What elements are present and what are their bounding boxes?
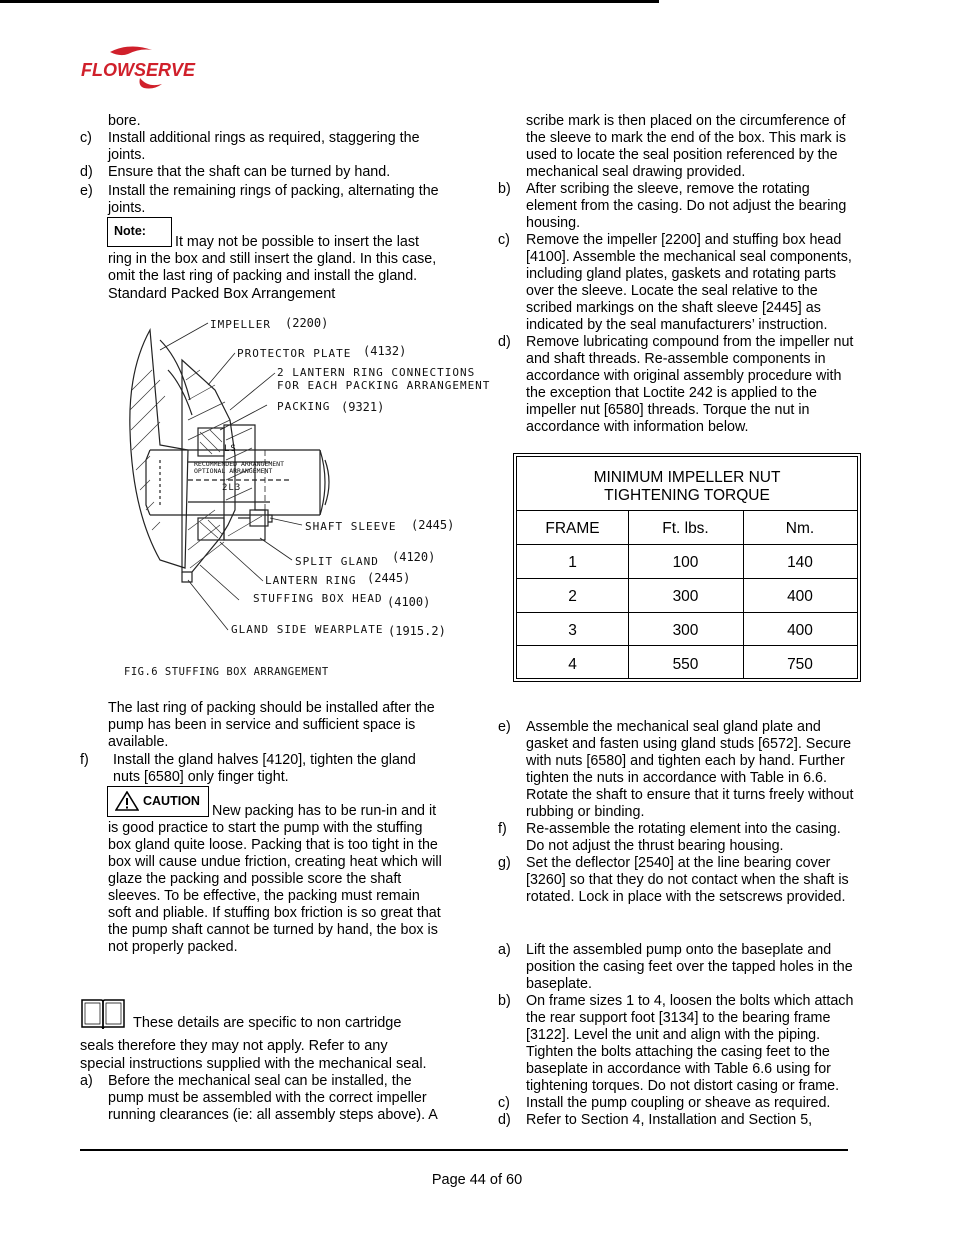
list-marker: e) xyxy=(80,183,93,199)
text-line: the sleeve to mark the end of the box. This mark is xyxy=(526,130,846,146)
text-line: position the casing feet over the tapped holes in the xyxy=(526,959,853,975)
ref-stuffing-box-head: (4100) xyxy=(387,595,431,609)
text-line: omit the last ring of packing and install the gland. xyxy=(108,268,418,284)
note-label: Note: xyxy=(114,224,146,238)
table-cell: 400 xyxy=(787,622,813,639)
text-line: It may not be possible to insert the last xyxy=(175,234,419,250)
text-line: Install the remaining rings of packing, alternating the xyxy=(108,183,439,199)
logo-mark-icon xyxy=(80,44,200,90)
text-line: the exception that Loctite 242 is applied to the xyxy=(526,385,817,401)
text-line: seals therefore they may not apply. Refer to any xyxy=(80,1038,388,1054)
list-marker: d) xyxy=(498,1112,511,1128)
book-icon xyxy=(80,997,126,1035)
ref-packing: (9321) xyxy=(341,400,385,414)
list-marker: g) xyxy=(498,855,511,871)
text-line: Tighten the bolts attaching the casing feet to the xyxy=(526,1044,830,1060)
label-gland-side-wearplate: GLAND SIDE WEARPLATE xyxy=(231,623,384,636)
text-line: Install additional rings as required, staggering the xyxy=(108,130,420,146)
text-line: tighten the nuts in accordance with Table in 6.6. xyxy=(526,770,827,786)
text-line: including gland plates, gaskets and rotating parts xyxy=(526,266,836,282)
text-line: bore. xyxy=(108,113,141,129)
text-line: [3122]. Level the unit and align with the piping. xyxy=(526,1027,821,1043)
header-rule xyxy=(0,0,659,3)
text-line: box gland quite loose. Packing that is too tight in the xyxy=(108,837,438,853)
text-line: Assemble the mechanical seal gland plate and xyxy=(526,719,821,735)
ref-lantern-ring: (2445) xyxy=(367,571,411,585)
text-line: Lift the assembled pump onto the baseplate and xyxy=(526,942,832,958)
label-2l3: 2L3 xyxy=(222,483,242,493)
list-marker: a) xyxy=(498,942,511,958)
figure-caption: FIG.6 STUFFING BOX ARRANGEMENT xyxy=(124,666,329,678)
text-line: mechanical seal drawing provided. xyxy=(526,164,746,180)
table-title-1: MINIMUM IMPELLER NUT xyxy=(593,469,781,486)
label-protector-plate: PROTECTOR PLATE xyxy=(237,347,352,360)
text-line: the pump shaft cannot be turned by hand, the box is xyxy=(108,922,438,938)
table-cell: 550 xyxy=(672,656,699,673)
table-title-2: TIGHTENING TORQUE xyxy=(604,487,770,504)
text-line: the rear support foot [3134] to the bearing frame xyxy=(526,1010,831,1026)
ref-impeller: (2200) xyxy=(285,316,329,330)
text-line: is good practice to start the pump with the stuffing xyxy=(108,820,423,836)
text-line: scribe mark is then placed on the circumference of xyxy=(526,113,846,129)
text-line: Before the mechanical seal can be installed, the xyxy=(108,1073,412,1089)
text-line: [3260] so that they do not contact when the shaft is xyxy=(526,872,849,888)
list-marker: c) xyxy=(498,1095,510,1111)
caution-badge xyxy=(107,786,209,817)
text-line: Install the gland halves [4120], tighten the gland xyxy=(113,752,416,768)
table-cell: 3 xyxy=(568,622,577,639)
text-line: element from the casing. Do not adjust the bearing xyxy=(526,198,847,214)
footer-rule xyxy=(80,1149,848,1151)
text-line: soft and pliable. If stuffing box friction is so great that xyxy=(108,905,441,921)
text-line: ring in the box and still insert the gland. In this case, xyxy=(108,251,437,267)
text-line: pump must be assembled with the correct impeller xyxy=(108,1090,427,1106)
text-line: joints. xyxy=(108,200,146,216)
label-impeller: IMPELLER xyxy=(210,318,271,331)
ref-protector-plate: (4132) xyxy=(363,344,407,358)
list-marker: c) xyxy=(498,232,510,248)
ref-split-gland: (4120) xyxy=(392,550,436,564)
ref-shaft-sleeve: (2445) xyxy=(411,518,455,532)
text-line: After scribing the sleeve, remove the rotating xyxy=(526,181,810,197)
text-line: Remove the impeller [2200] and stuffing box head xyxy=(526,232,842,248)
text-line: rotated. Lock in place with the setscrews provided. xyxy=(526,889,846,905)
table-cell: 400 xyxy=(787,588,813,605)
text-line: Set the deflector [2540] at the line bearing cover xyxy=(526,855,831,871)
table-cell: 1 xyxy=(568,554,577,571)
label-recommended: RECOMMENDED ARRANGEMENT xyxy=(194,460,285,468)
text-line: sleeves. To be effective, the packing must remain xyxy=(108,888,420,904)
text-line: Rotate the shaft to ensure that it turns freely without xyxy=(526,787,854,803)
text-line: tightening torques. Do not distort casing or frame. xyxy=(526,1078,840,1094)
text-line: used to locate the seal position referenced by the xyxy=(526,147,838,163)
list-marker: b) xyxy=(498,993,511,1009)
label-split-gland: SPLIT GLAND xyxy=(295,555,379,568)
text-line: available. xyxy=(108,734,169,750)
ref-gland-side-wearplate: (1915.2) xyxy=(388,624,446,638)
text-line: not properly packed. xyxy=(108,939,238,955)
label-shaft-sleeve: SHAFT SLEEVE xyxy=(305,520,397,533)
brand-name: FLOWSERVE xyxy=(81,60,196,80)
text-line: gasket and fasten using gland studs [6572]. Secure xyxy=(526,736,852,752)
label-lantern-connections: 2 LANTERN RING CONNECTIONS xyxy=(277,366,476,379)
text-line: accordance with original assembly procedure with xyxy=(526,368,842,384)
text-line: special instructions supplied with the mechanical seal. xyxy=(80,1056,427,1072)
page-number: Page 44 of 60 xyxy=(431,1172,523,1188)
label-optional: OPTIONAL ARRANGEMENT xyxy=(194,467,273,475)
table-cell: 140 xyxy=(787,554,813,571)
text-line: accordance with information below. xyxy=(526,419,749,435)
text-line: with nuts [6580] and tighten each by hand. Further xyxy=(526,753,845,769)
text-line: The last ring of packing should be installed after the xyxy=(108,700,435,716)
figure-heading: Standard Packed Box Arrangement xyxy=(108,286,336,302)
label-stuffing-box-head: STUFFING BOX HEAD xyxy=(253,592,383,605)
table-cell: 4 xyxy=(568,656,577,673)
text-line: running clearances (ie: all assembly steps above). A xyxy=(108,1107,438,1123)
text-line: [4100]. Assemble the mechanical seal components, xyxy=(526,249,852,265)
table-header-nm: Nm. xyxy=(785,520,815,537)
label-lantern-arrangement: FOR EACH PACKING ARRANGEMENT xyxy=(277,379,491,392)
label-lantern-ring: LANTERN RING xyxy=(265,574,357,587)
table-cell: 2 xyxy=(568,588,577,605)
text-line: impeller nut [6580] threads. Torque the nut in xyxy=(526,402,810,418)
text-line: Install the pump coupling or sheave as required. xyxy=(526,1095,831,1111)
table-cell: 100 xyxy=(672,554,699,571)
text-line: Do not adjust the thrust bearing housing. xyxy=(526,838,784,854)
text-line: rubbing or binding. xyxy=(526,804,645,820)
list-marker: c) xyxy=(80,130,92,146)
table-cell: 750 xyxy=(787,656,813,673)
list-marker: a) xyxy=(80,1073,93,1089)
caution-label: CAUTION xyxy=(143,794,200,808)
list-marker: b) xyxy=(498,181,511,197)
text-line: glaze the packing and possible score the shaft xyxy=(108,871,402,887)
text-line: Remove lubricating compound from the impeller nut xyxy=(526,334,854,350)
table-cell: 300 xyxy=(672,622,699,639)
text-line: indicated by the seal manufacturers’ instruction. xyxy=(526,317,828,333)
list-marker: d) xyxy=(498,334,511,350)
text-line: joints. xyxy=(108,147,146,163)
stuffing-box-figure xyxy=(120,310,491,690)
text-line: box will cause undue friction, creating heat which will xyxy=(108,854,442,870)
text-line: baseplate in accordance with Table 6.6 using for xyxy=(526,1061,831,1077)
list-marker: d) xyxy=(80,164,93,180)
note-badge xyxy=(107,217,172,247)
text-line: housing. xyxy=(526,215,581,231)
text-line: scribed markings on the shaft sleeve [2445] as xyxy=(526,300,821,316)
warning-triangle-icon xyxy=(115,791,139,811)
text-line: baseplate. xyxy=(526,976,592,992)
text-line: These details are specific to non cartridge xyxy=(133,1015,402,1031)
list-marker: f) xyxy=(80,752,89,768)
text-line: pump has been in service and sufficient space is xyxy=(108,717,416,733)
table-header-frame: FRAME xyxy=(545,520,600,537)
text-line: New packing has to be run-in and it xyxy=(212,803,437,819)
list-marker: f) xyxy=(498,821,507,837)
text-line: Re-assemble the rotating element into the casing. xyxy=(526,821,841,837)
label-packing: PACKING xyxy=(277,400,331,413)
flowserve-logo xyxy=(80,44,200,90)
list-marker: e) xyxy=(498,719,511,735)
text-line: On frame sizes 1 to 4, loosen the bolts which attach xyxy=(526,993,854,1009)
label-ls: LS xyxy=(224,444,237,454)
text-line: Refer to Section 4, Installation and Section 5, xyxy=(526,1112,813,1128)
text-line: nuts [6580] only finger tight. xyxy=(113,769,289,785)
text-line: Ensure that the shaft can be turned by hand. xyxy=(108,164,391,180)
text-line: and shaft threads. Re-assemble components in xyxy=(526,351,826,367)
text-line: over the sleeve. Locate the seal relative to the xyxy=(526,283,818,299)
table-header-ftlbs: Ft. lbs. xyxy=(662,520,709,537)
torque-table xyxy=(513,453,861,682)
table-cell: 300 xyxy=(672,588,699,605)
